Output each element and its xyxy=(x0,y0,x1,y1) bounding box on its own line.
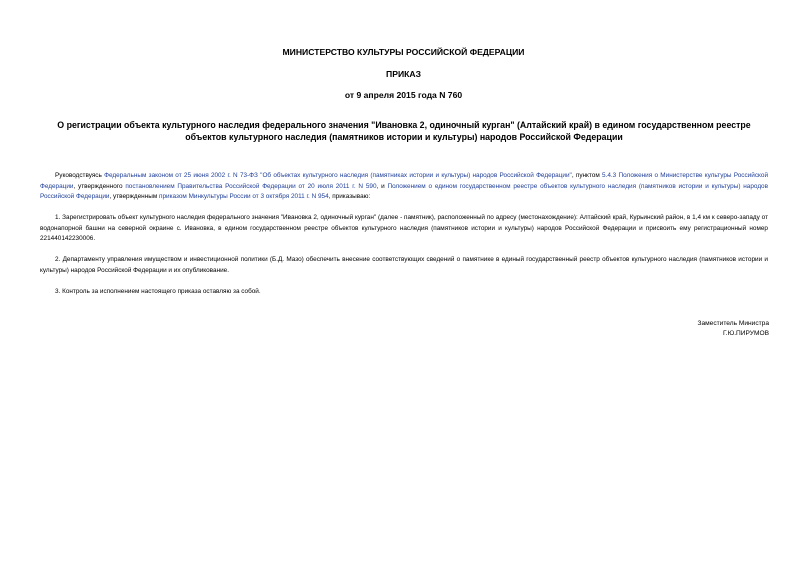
preamble-text-1: Руководствуясь xyxy=(55,172,105,179)
ministry-heading: МИНИСТЕРСТВО КУЛЬТУРЫ РОССИЙСКОЙ ФЕДЕРАЦИИ xyxy=(282,47,525,57)
document-title: О регистрации объекта культурного наследия федерального значения "Ивановка 2, одиночный курган" (Алтайский край) в едином государственном реестре объектов культурного наследия (памятников истории и культуры) народов Российской Федерации xyxy=(57,120,751,142)
link-ministry-regulation-5-4-3[interactable]: 5.4.3 Положения о Министерстве культуры Российской Федерации xyxy=(40,172,769,190)
link-federal-law-73fz[interactable]: Федеральным законом от 25 июня 2002 г. N 73-ФЗ "Об объектах культурного наследия (памятниках истории и культуры) народов Российской Федерации" xyxy=(104,172,572,179)
order-item-3: 3. Контроль за исполнением настоящего приказа оставляю за собой. xyxy=(55,288,261,295)
document-type-heading: ПРИКАЗ xyxy=(386,69,421,79)
preamble-paragraph xyxy=(40,171,768,203)
link-government-decree-590[interactable]: постановлением Правительства Российской Федерации от 20 июля 2011 г. N 590 xyxy=(125,182,377,190)
signatory-name: Г.Ю.ПИРУМОВ xyxy=(722,330,769,337)
order-item-1: 1. Зарегистрировать объект культурного наследия федерального значения "Ивановка 2, одиночный курган" (далее - памятник), расположенный по адресу (местонахождение): Алтайский край, Курьинский район, в 1,4 км к северо-западу от водонапорной башни на северной окраине с. Ивановка, в едином государственном реестре объектов культурного наследия (памятников истории и культуры) народов Российской Федерации и присвоить ему регистрационный номер 221440142230006. xyxy=(40,214,768,242)
preamble-text-3: , утвержденного xyxy=(73,182,126,190)
preamble-text-2: , пунктом xyxy=(571,172,603,179)
signatory-position: Заместитель Министра xyxy=(697,320,769,327)
document-date-number: от 9 апреля 2015 года N 760 xyxy=(344,90,463,100)
preamble-text-4: , и xyxy=(376,182,388,190)
link-minculture-order-954[interactable]: приказом Минкультуры России от 3 октября 2011 г. N 954 xyxy=(158,193,329,200)
order-item-2: 2. Департаменту управления имуществом и инвестиционной политики (Б.Д. Мазо) обеспечить внесение соответствующих сведений о памятнике в единый государственный реестр объектов культурного наследия (памятников истории и культуры) народов Российской Федерации и их опубликование. xyxy=(40,256,768,274)
link-registry-regulation[interactable]: Положением о едином государственном реестре объектов культурного наследия (памятников истории и культуры) народов Российской Федерации xyxy=(40,182,768,200)
preamble-text-5: , утвержденным xyxy=(109,193,159,200)
preamble-text-6: , приказываю: xyxy=(328,193,371,200)
